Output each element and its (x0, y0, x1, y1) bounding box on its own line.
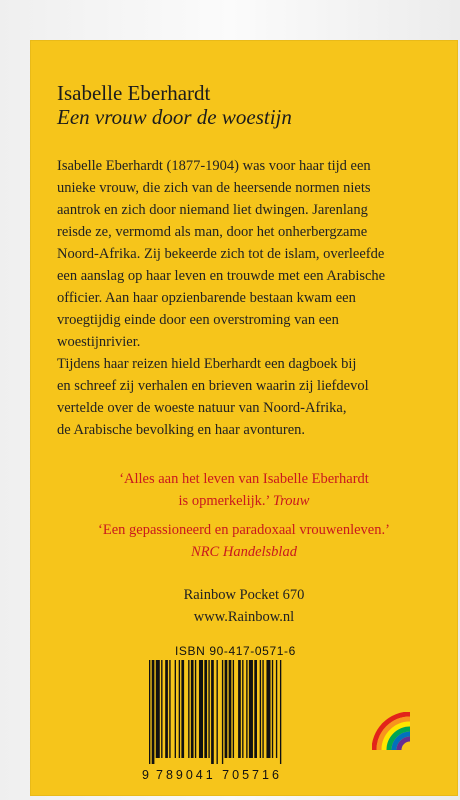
blurb-line: woestijnrivier. (57, 334, 141, 350)
barcode-bar (211, 660, 214, 764)
blurb-text (57, 155, 386, 441)
barcode-bar (217, 660, 218, 764)
blurb-line: vroegtijdig einde door een overstroming van een (57, 312, 339, 328)
barcode-bar (204, 660, 207, 758)
barcode-bar (266, 660, 270, 758)
publisher-info (14, 584, 460, 628)
barcode-number: 789041 705716 (156, 768, 282, 782)
barcode-bar (165, 660, 168, 758)
barcode-bar (179, 660, 180, 758)
review-quote-nrc (14, 519, 460, 563)
blurb-line: aantrok en zich door niemand liet dwingen. Jarenlang (57, 202, 368, 218)
blurb-line: vertelde over de woeste natuur van Noord-Afrika, (57, 400, 347, 416)
barcode-bar (242, 660, 243, 758)
barcode-bar (260, 660, 261, 758)
barcode-bar (272, 660, 273, 758)
blurb-line: reisde ze, vermomd als man, door het onherbergzame (57, 224, 368, 240)
barcode-bar (169, 660, 170, 758)
barcode-first-digit: 9 (142, 768, 152, 782)
blurb-line: Noord-Afrika. Zij bekeerde zich tot de islam, overleefde (57, 246, 385, 262)
quote-line: ‘Een gepassioneerd en paradoxaal vrouwenleven.’ (98, 522, 390, 538)
barcode (141, 660, 353, 766)
barcode-bar (225, 660, 228, 758)
barcode-bar (191, 660, 194, 758)
website-link: www.Rainbow.nl (193, 609, 295, 625)
barcode-bar (254, 660, 257, 758)
blurb-line: een aanslag op haar leven en trouwde met een Arabische (57, 268, 386, 284)
barcode-bar (188, 660, 189, 758)
barcode-bar (280, 660, 281, 764)
rainbow-logo-icon (372, 712, 412, 752)
quote-source: Trouw (272, 493, 310, 509)
barcode-bar (149, 660, 150, 764)
quote-source: NRC Handelsblad (191, 544, 297, 560)
barcode-bar (249, 660, 253, 758)
blurb-line: Tijdens haar reizen hield Eberhardt een dagboek bij (57, 356, 357, 372)
barcode-bar (229, 660, 232, 758)
barcode-bar (161, 660, 162, 758)
barcode-bar (246, 660, 247, 758)
barcode-bar (233, 660, 234, 758)
barcode-bar (175, 660, 176, 758)
author-name: Isabelle Eberhardt (57, 81, 211, 105)
isbn-label: ISBN 90-417-0571-6 (175, 644, 296, 658)
barcode-bar (238, 660, 241, 758)
book-title: Een vrouw door de woestijn (57, 105, 292, 129)
barcode-bar (276, 660, 277, 758)
barcode-bar (181, 660, 184, 758)
blurb-line: officier. Aan haar opzienbarende bestaan kwam een (57, 290, 356, 306)
barcode-bar (262, 660, 263, 758)
blurb-line: en schreef zij verhalen en brieven waarin zij liefdevol (57, 378, 369, 394)
barcode-bar (156, 660, 160, 758)
barcode-bar (222, 660, 223, 764)
quote-line: ‘Alles aan het leven van Isabelle Eberhardt (119, 471, 369, 487)
barcode-bar (208, 660, 209, 758)
review-quote-trouw (14, 468, 460, 512)
blurb-line: unieke vrouw, die zich van de heersende normen niets (57, 180, 371, 196)
quote-text: is opmerkelijk.’ (178, 493, 270, 509)
barcode-bar (195, 660, 196, 758)
barcode-bar (199, 660, 203, 758)
barcode-bar (152, 660, 155, 764)
series-label: Rainbow Pocket 670 (183, 587, 305, 603)
blurb-line: de Arabische bevolking en haar avonturen. (57, 422, 306, 438)
quote-line (14, 490, 460, 512)
blurb-line: Isabelle Eberhardt (1877-1904) was voor haar tijd een (57, 158, 371, 174)
